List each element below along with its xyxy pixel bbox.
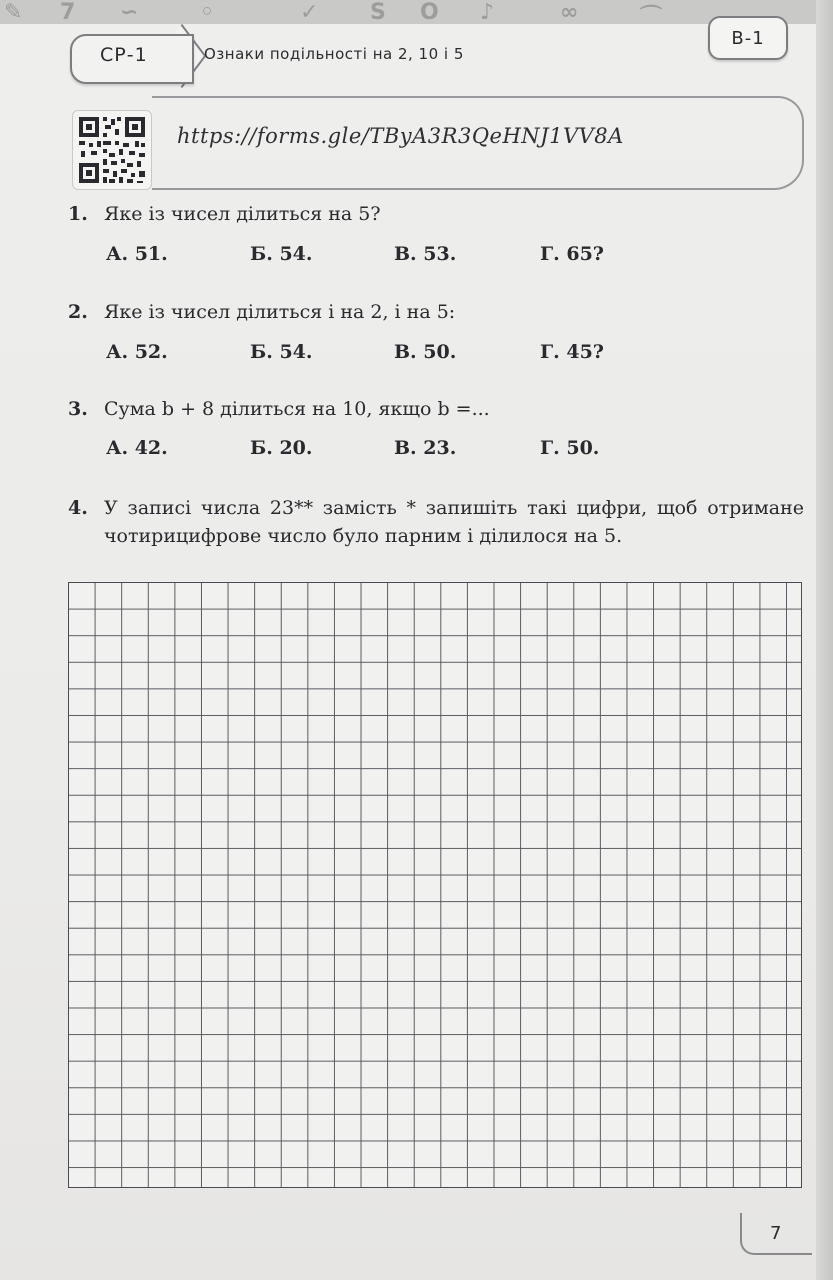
question-text: Сума b + 8 ділиться на 10, якщо b =... — [104, 398, 490, 420]
question-4 — [68, 494, 804, 550]
question-text: Яке із чисел ділиться і на 2, і на 5: — [104, 301, 456, 323]
question-number: 4. — [68, 497, 88, 519]
option-b: Б. 54. — [250, 243, 313, 265]
qr-code-icon — [72, 110, 152, 190]
option-v: В. 50. — [394, 341, 457, 363]
option-a: А. 51. — [106, 243, 168, 265]
option-g: Г. 50. — [540, 437, 600, 459]
page-number: 7 — [770, 1223, 782, 1244]
question-1 — [68, 203, 381, 225]
question-text: У записі числа 23** замість * запишіть такі цифри, щоб отримане чотирицифрове число було парним і ділилося на 5. — [104, 497, 804, 547]
decorative-border: ✎ 7 ∽ ◦ ✓ S O ♪ ∞ ⌒ — [0, 0, 820, 24]
topic-title: Ознаки подільності на 2, 10 і 5 — [204, 45, 464, 63]
option-a: А. 52. — [106, 341, 168, 363]
option-b: Б. 54. — [250, 341, 313, 363]
question-number: 1. — [68, 203, 88, 225]
variant-badge: В-1 — [708, 16, 788, 60]
question-3 — [68, 398, 490, 420]
page-edge — [816, 0, 833, 1280]
option-v: В. 53. — [394, 243, 457, 265]
option-g: Г. 65? — [540, 243, 604, 265]
question-text: Яке із чисел ділиться на 5? — [104, 203, 381, 225]
question-number: 2. — [68, 301, 88, 323]
work-code: СР-1 — [100, 44, 148, 66]
question-number: 3. — [68, 398, 88, 420]
option-a: А. 42. — [106, 437, 168, 459]
option-b: Б. 20. — [250, 437, 313, 459]
answer-grid[interactable] — [68, 582, 802, 1188]
option-g: Г. 45? — [540, 341, 604, 363]
question-2 — [68, 301, 455, 323]
form-link[interactable]: https://forms.gle/TByA3R3QeHNJ1VV8A — [177, 124, 624, 148]
option-v: В. 23. — [394, 437, 457, 459]
